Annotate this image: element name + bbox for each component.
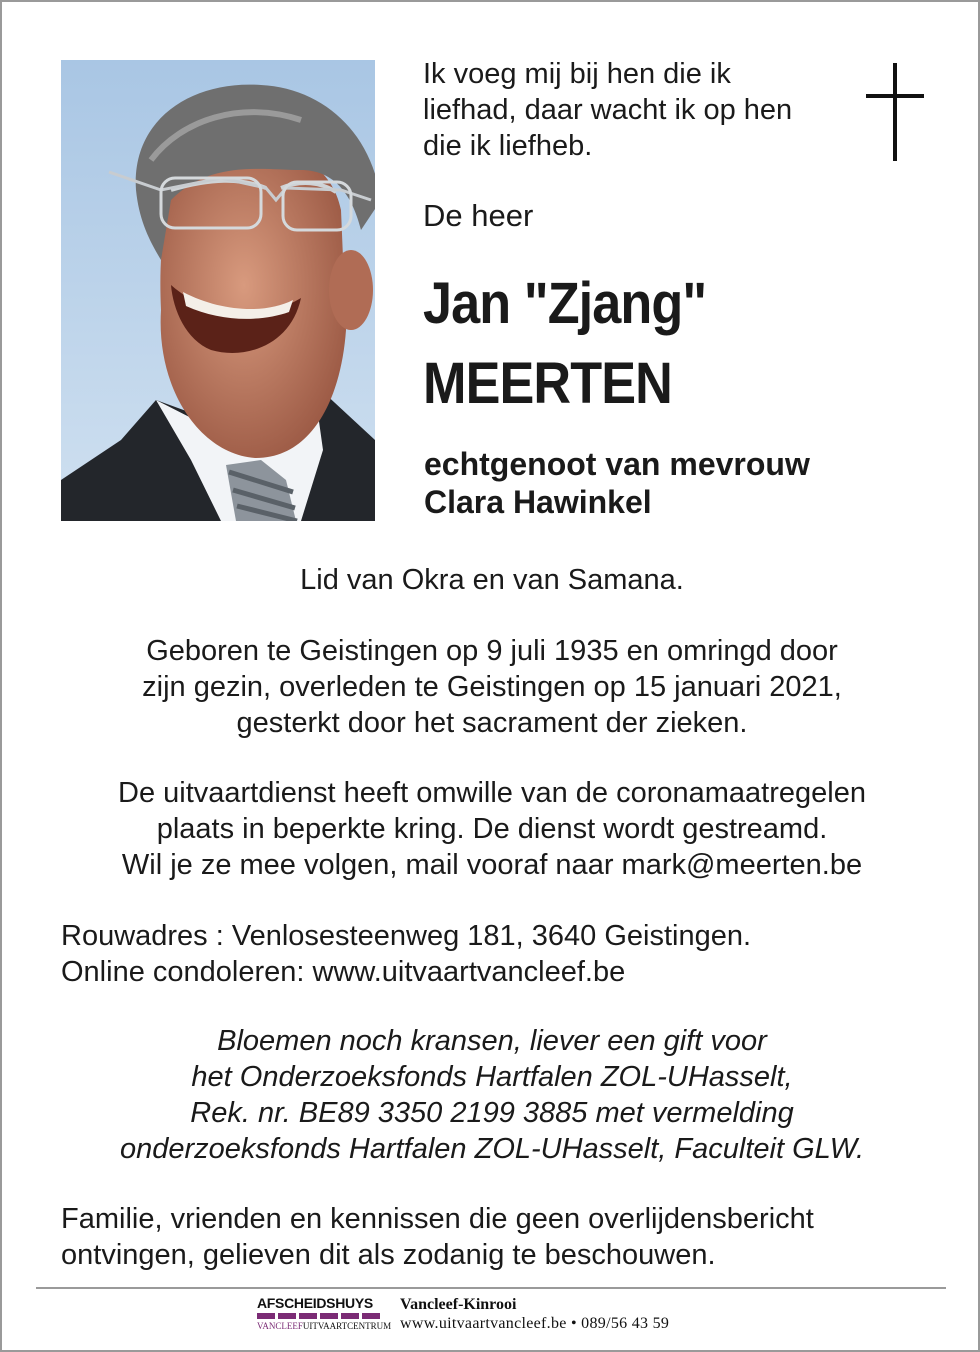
name-line-first: Jan "Zjang" (423, 271, 707, 336)
address-info (61, 918, 941, 990)
funeral-home-name: Vancleef-Kinrooi (400, 1296, 517, 1313)
service-info (42, 775, 942, 883)
membership (42, 562, 942, 598)
birth-death-line: gesterkt door het sacrament der zieken. (236, 707, 748, 739)
service-line: plaats in beperkte kring. De dienst wordt gestreamd. (156, 813, 828, 845)
verse-line: Ik voeg mij bij hen die ik (423, 58, 731, 90)
name-line-surname: MEERTEN (423, 351, 672, 416)
funeral-home-info (400, 1295, 669, 1334)
logo-subtitle (257, 1321, 392, 1332)
spouse-relation: echtgenoot van mevrouw (424, 446, 810, 482)
memorial-verse (423, 56, 843, 164)
family-note (61, 1201, 941, 1273)
family-note-line: ontvingen, gelieven dit als zodanig te beschouwen. (61, 1239, 716, 1271)
birth-death-line: zijn gezin, overleden te Geistingen op 15 januari 2021, (142, 671, 842, 703)
spouse-name: Clara Hawinkel (424, 484, 652, 520)
logo-color-bar (257, 1313, 383, 1319)
verse-line: die ik liefheb. (423, 130, 593, 162)
online-condolence: Online condoleren: www.uitvaartvancleef.be (61, 956, 626, 988)
salutation: De heer (423, 198, 534, 233)
mourning-address: Rouwadres : Venlosesteenweg 181, 3640 Geistingen. (61, 920, 752, 952)
portrait-photo (61, 60, 375, 521)
deceased-name (423, 264, 706, 424)
logo-sub-left: VANCLEEF (257, 1321, 303, 1331)
cross-icon (866, 63, 924, 161)
logo-sub-right: UITVAARTCENTRUM (302, 1321, 392, 1331)
verse-line: liefhad, daar wacht ik op hen (423, 94, 793, 126)
flowers-donation (42, 1023, 942, 1167)
donation-line: Rek. nr. BE89 3350 2199 3885 met vermelding (190, 1097, 794, 1129)
service-line: De uitvaartdienst heeft omwille van de coronamaatregelen (118, 777, 866, 809)
donation-line: Bloemen noch kransen, liever een gift voor (217, 1025, 767, 1057)
footer-divider (36, 1287, 946, 1289)
funeral-home-logo (257, 1295, 392, 1335)
service-line: Wil je ze mee volgen, mail vooraf naar mark@meerten.be (121, 849, 863, 881)
birth-death-line: Geboren te Geistingen op 9 juli 1935 en omringd door (146, 635, 838, 667)
membership-text: Lid van Okra en van Samana. (300, 564, 684, 596)
donation-line: het Onderzoeksfonds Hartfalen ZOL-UHasselt, (191, 1061, 793, 1093)
donation-line: onderzoeksfonds Hartfalen ZOL-UHasselt, Faculteit GLW. (119, 1133, 865, 1165)
funeral-home-contact: www.uitvaartvancleef.be • 089/56 43 59 (400, 1315, 670, 1332)
spouse-info (424, 445, 810, 521)
family-note-line: Familie, vrienden en kennissen die geen overlijdensbericht (61, 1203, 814, 1235)
birth-death-info (42, 633, 942, 741)
portrait-image (61, 60, 375, 521)
logo-title: AFSCHEIDSHUYS (257, 1295, 373, 1311)
